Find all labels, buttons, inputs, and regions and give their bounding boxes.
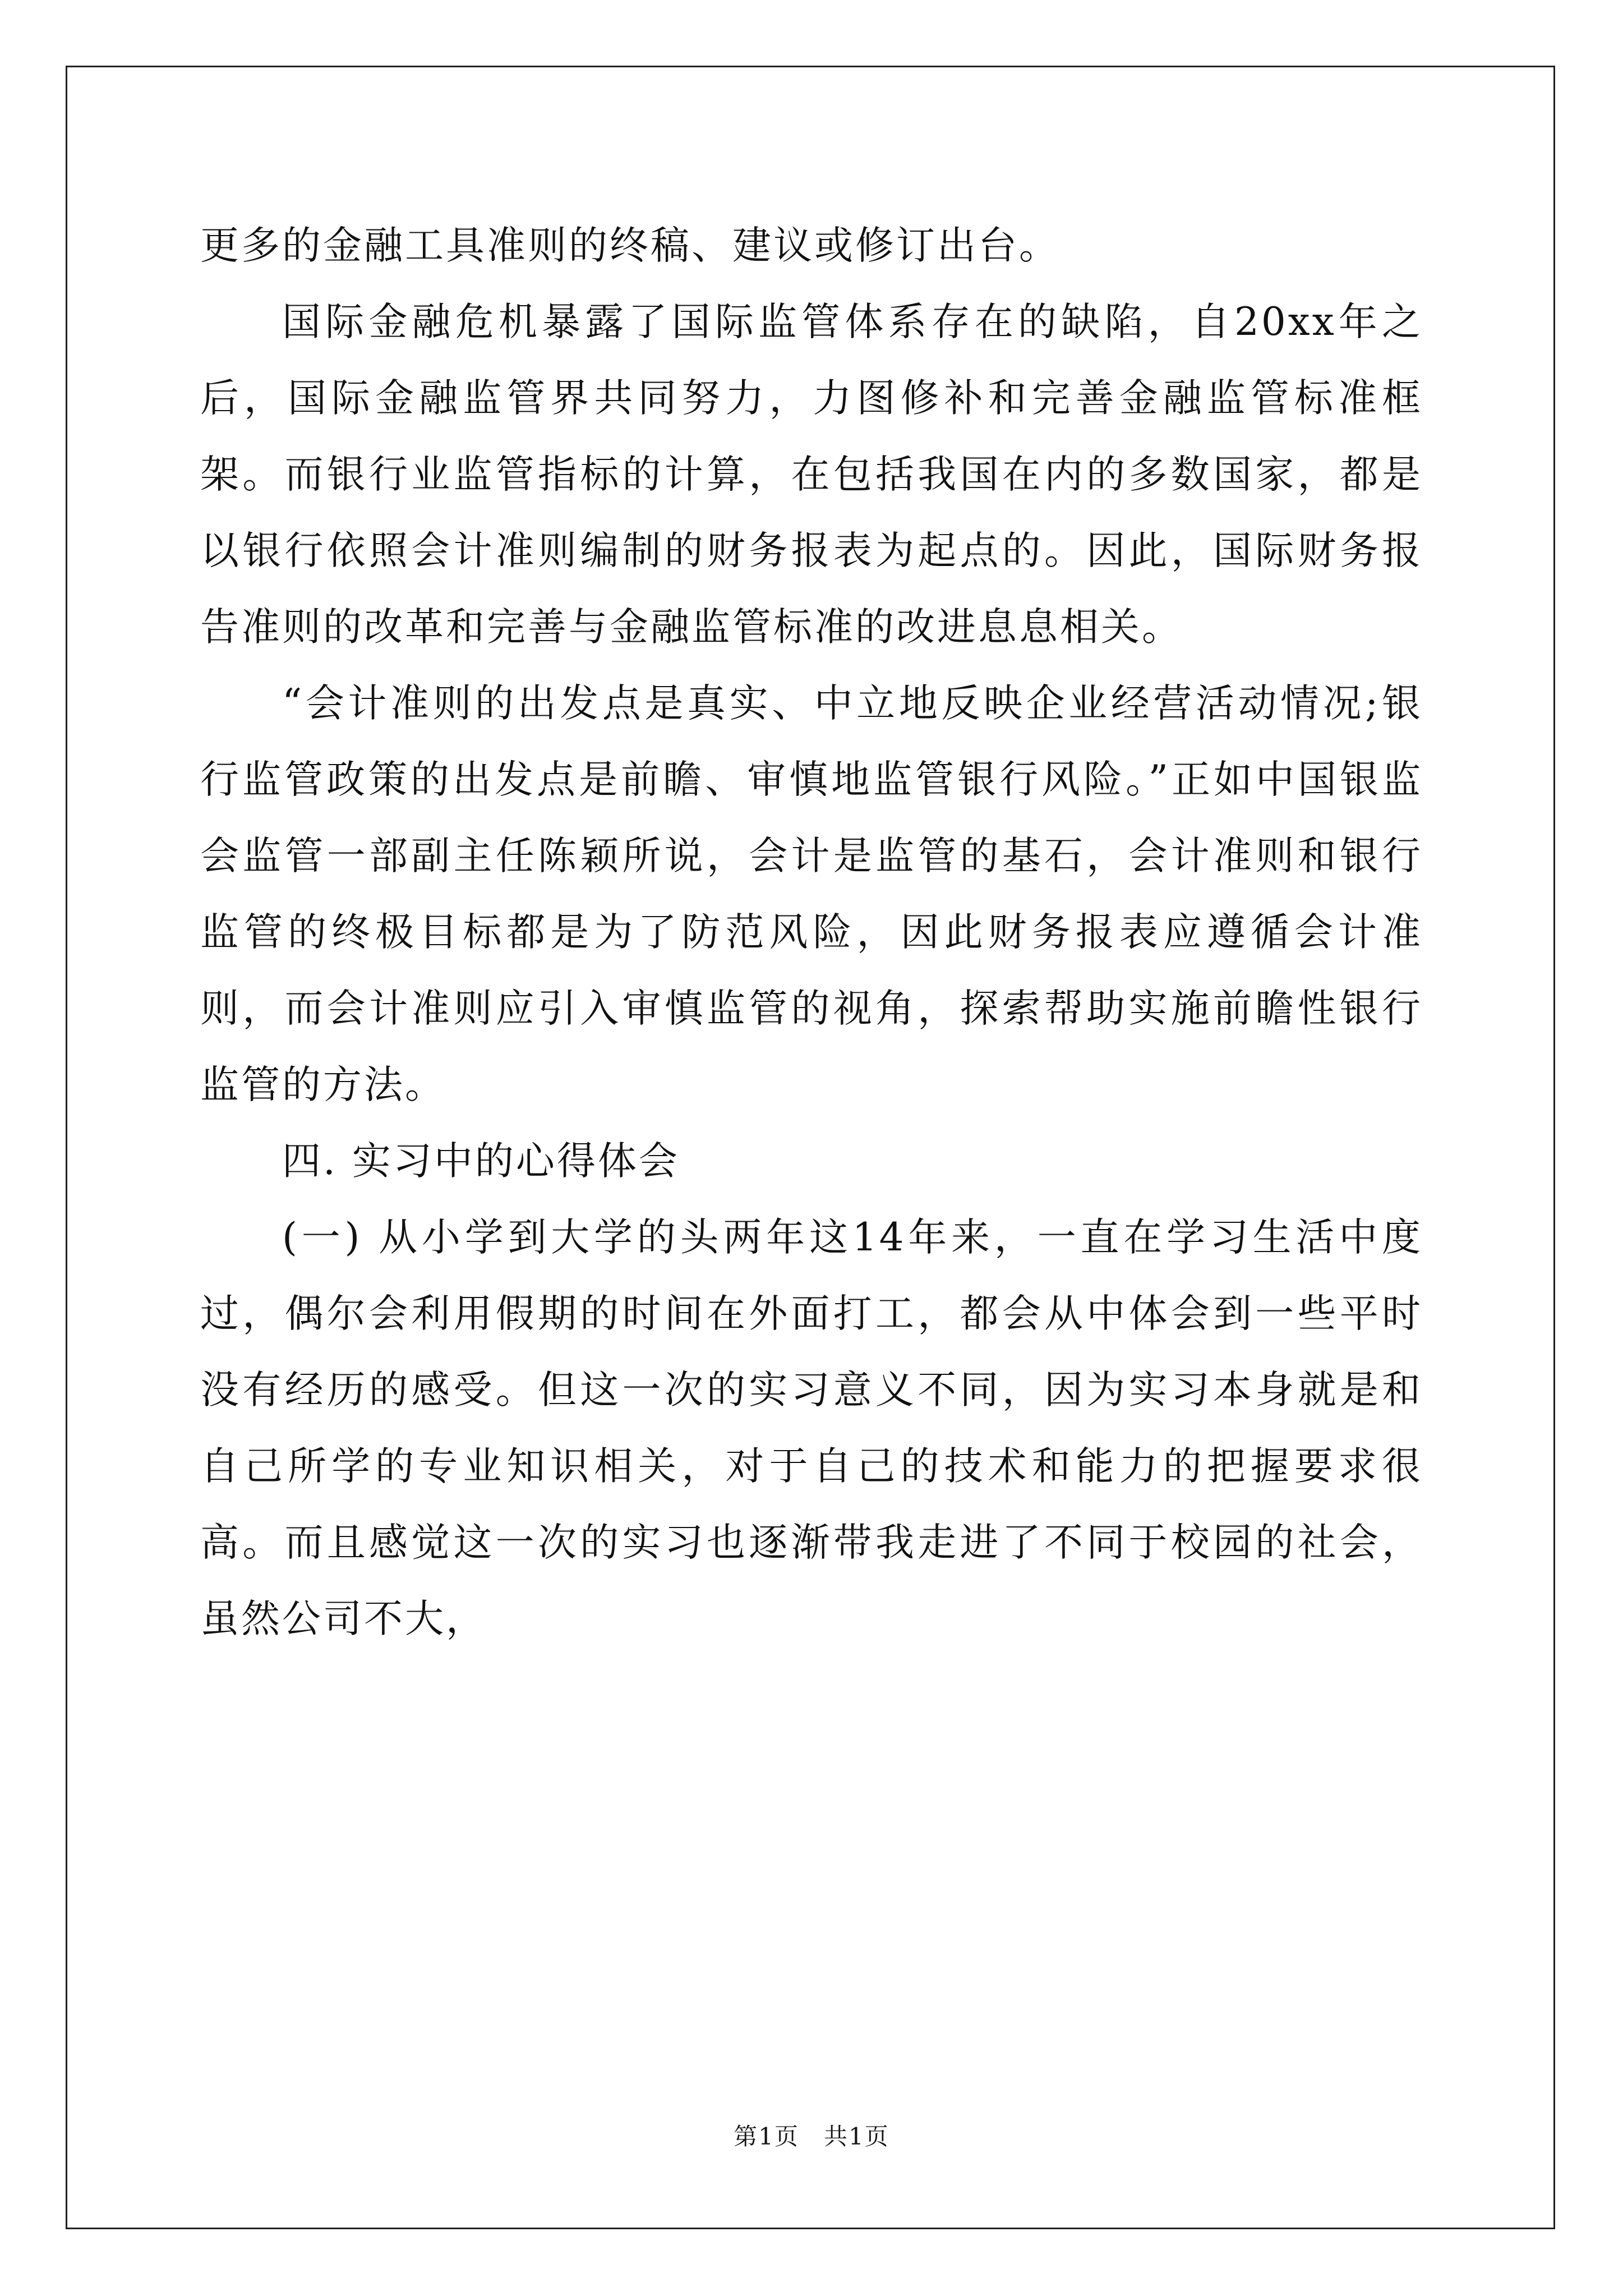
page-number-footer: 第1页 共1页 <box>734 2123 889 2150</box>
paragraph-accounting-quote: “会计准则的出发点是真实、中立地反映企业经营活动情况;银行监管政策的出发点是前瞻、审慎地监管银行风险。”正如中国银监会监管一部副主任陈颖所说，会计是监管的基石，会计准则和银行监管的终极目标都是为了防范风险，因此财务报表应遵循会计准则，而会计准则应引入审慎监管的视角，探索帮助实施前瞻性银行监管的方法。 <box>200 681 1423 1107</box>
paragraph-continuation: 更多的金融工具准则的终稿、建议或修订出台。 <box>200 223 1060 268</box>
paragraph-financial-crisis: 国际金融危机暴露了国际监管体系存在的缺陷，自20xx年之后，国际金融监管界共同努力，力图修补和完善金融监管标准框架。而银行业监管指标的计算，在包括我国在内的多数国家，都是以银行依照会计准则编制的财务报表为起点的。因此，国际财务报告准则的改革和完善与金融监管标准的改进息息相关。 <box>200 300 1423 650</box>
section-heading-internship: 四. 实习中的心得体会 <box>282 1139 680 1184</box>
paragraph-internship-experience: (一) 从小学到大学的头两年这14年来，一直在学习生活中度过，偶尔会利用假期的时间在外面打工，都会从中体会到一些平时没有经历的感受。但这一次的实习意义不同，因为实习本身就是和自己所学的专业知识相关，对于自己的技术和能力的把握要求很高。而且感觉这一次的实习也逐渐带我走进了不同于校园的社会，虽然公司不大， <box>200 1215 1423 1641</box>
document-body <box>200 208 1423 1657</box>
